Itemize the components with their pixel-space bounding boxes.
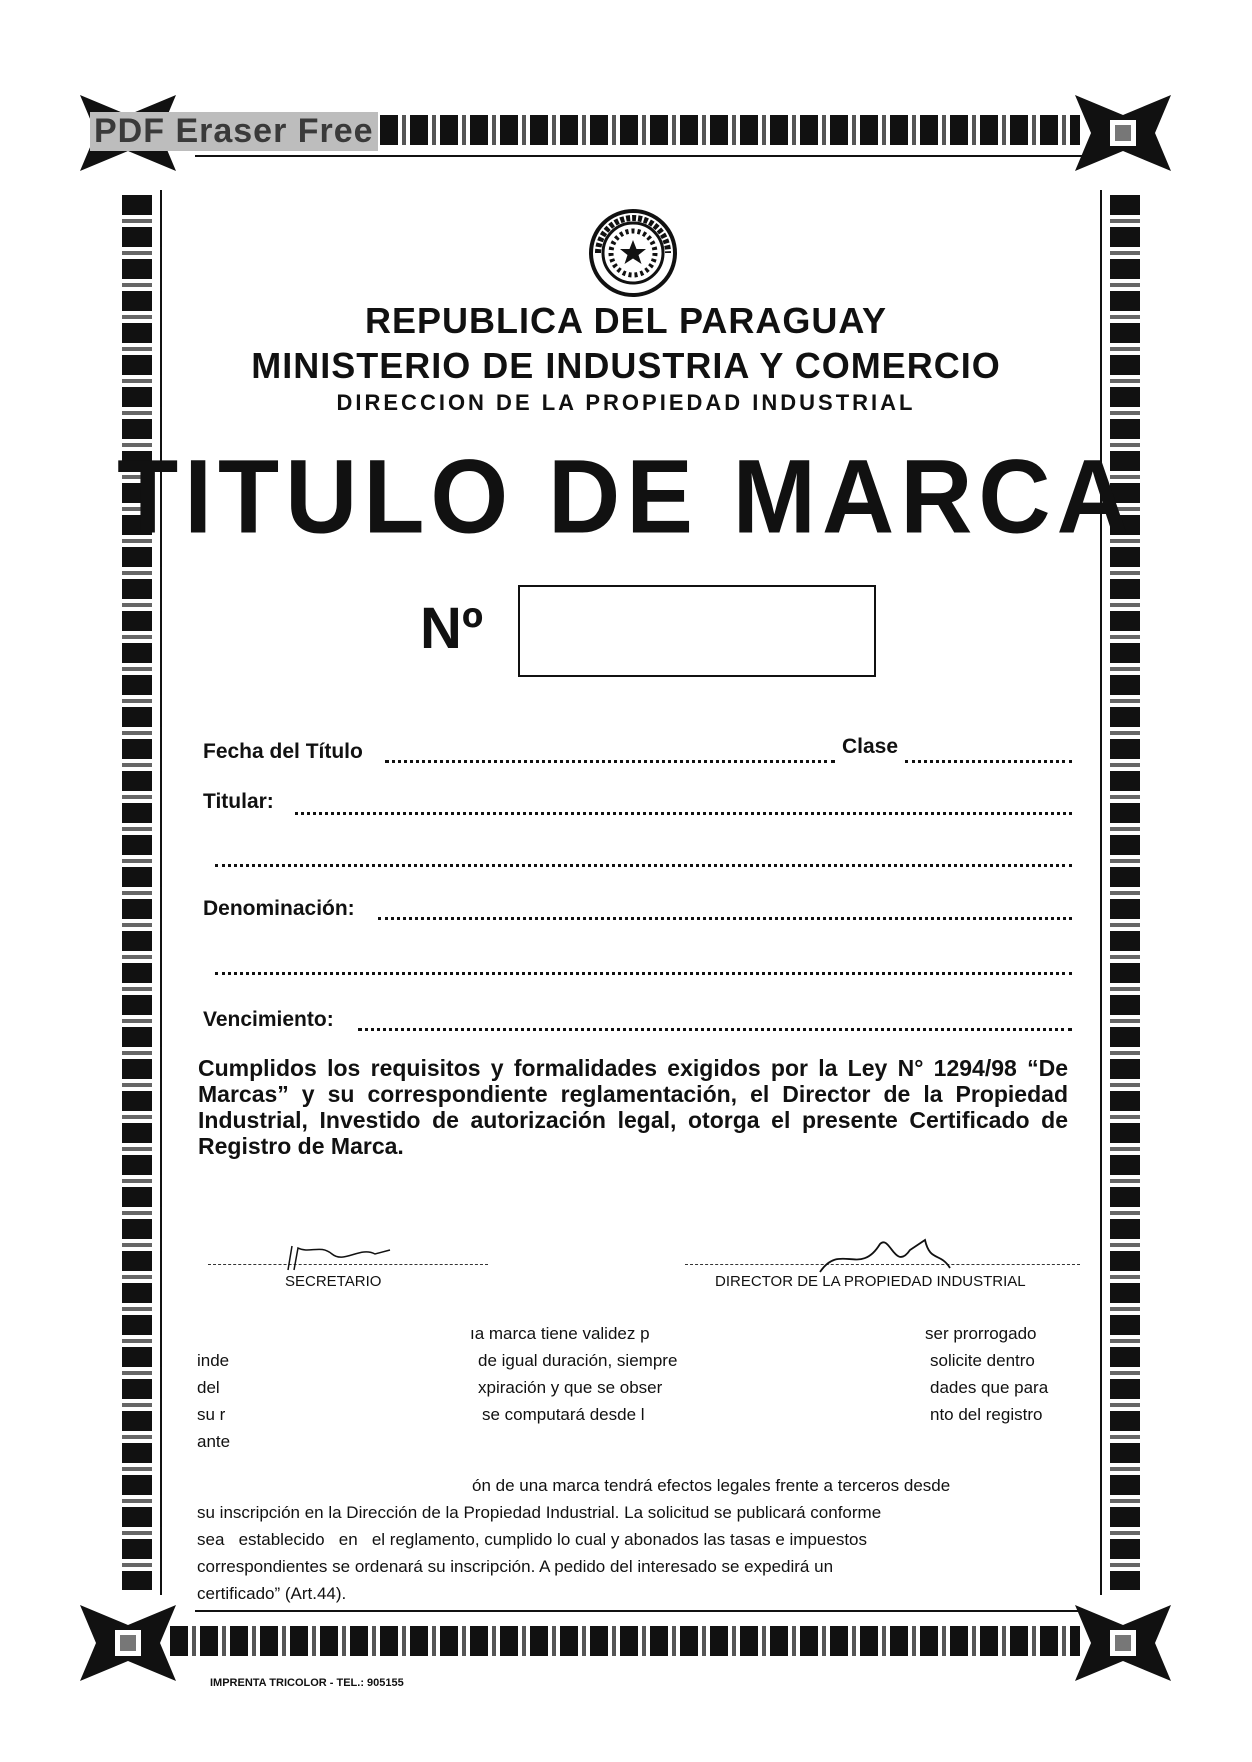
number-label: Nº (420, 596, 484, 661)
watermark-pdf-eraser: PDF Eraser Free (90, 112, 378, 151)
legal-fragment-row3-right: dades que para (930, 1378, 1049, 1397)
legal-fragment-row4-mid: se computará desde l (482, 1405, 645, 1424)
ministry-heading: MINISTERIO DE INDUSTRIA Y COMERCIO (251, 345, 1001, 386)
corner-ornament-bottom-right (1075, 1595, 1171, 1691)
republic-heading: REPUBLICA DEL PARAGUAY (364, 300, 888, 341)
legal-text-line3: sea establecido en el reglamento, cumplido lo cual y abonados las tasas e impuestos (197, 1530, 867, 1549)
printer-footer: IMPRENTA TRICOLOR - TEL.: 905155 (210, 1677, 404, 1689)
legal-text-line1: ón de una marca tendrá efectos legales frente a terceros desde (472, 1476, 951, 1495)
secretary-label: SECRETARIO (285, 1273, 382, 1290)
legal-fragment-row3-mid: xpiración y que se obser (478, 1378, 663, 1397)
legal-fragment-row2-left: inde (197, 1351, 230, 1370)
legal-fragment-row1-mid: ıa marca tiene validez p (470, 1324, 650, 1343)
clase-dotted-line (905, 760, 1072, 763)
denominacion-label: Denominación: (203, 897, 355, 920)
director-label: DIRECTOR DE LA PROPIEDAD INDUSTRIAL (715, 1273, 1026, 1290)
legal-text-line5: certificado” (Art.44). (197, 1584, 347, 1603)
document-title: TITULO DE MARCA (117, 438, 1135, 556)
titular-dotted-line-2 (215, 864, 1072, 867)
denominacion-dotted-line-2 (215, 972, 1072, 975)
legal-text-line2: su inscripción en la Dirección de la Propiedad Industrial. La solicitud se publicará conforme (197, 1503, 882, 1522)
number-box (518, 585, 876, 677)
frame-inner-bottom-rule (195, 1610, 1085, 1612)
national-seal-emblem (588, 208, 678, 298)
frame-bottom-band (170, 1626, 1080, 1656)
direction-heading: DIRECCION DE LA PROPIEDAD INDUSTRIAL (336, 390, 916, 415)
legal-fragment-row1-right: ser prorrogado (925, 1324, 1037, 1343)
legal-fragment-row4-left: su r (197, 1405, 226, 1424)
legal-fragment-row3-left: del (197, 1378, 220, 1397)
frame-inner-top-rule (195, 155, 1085, 157)
fecha-label: Fecha del Título (203, 740, 363, 763)
clase-label: Clase (842, 735, 899, 758)
legal-fragment-row2-mid: de igual duración, siempre (478, 1351, 678, 1370)
titular-label: Titular: (203, 790, 274, 813)
legal-fragment-row4-right: nto del registro (930, 1405, 1043, 1424)
vencimiento-dotted-line (358, 1028, 1072, 1031)
certification-paragraph: Cumplidos los requisitos y formalidades exigidos por la Ley N° 1294/98 “De Marcas” y su correspondiente reglamentación, el Director de la Propiedad Industrial, Investido de autorización legal, otorga el presente Certificado de Registro de Marca. (198, 1055, 1068, 1159)
titular-dotted-line (295, 812, 1072, 815)
vencimiento-label: Vencimiento: (203, 1008, 334, 1031)
denominacion-dotted-line (378, 917, 1072, 920)
corner-ornament-top-right (1075, 85, 1171, 181)
corner-ornament-bottom-left (80, 1595, 176, 1691)
fecha-dotted-line (385, 760, 835, 763)
legal-fragment-row2-right: solicite dentro (930, 1351, 1035, 1370)
legal-fragment-row5-left: ante (197, 1432, 231, 1451)
legal-text-line4: correspondientes se ordenará su inscripción. A pedido del interesado se expedirá un (197, 1557, 834, 1576)
